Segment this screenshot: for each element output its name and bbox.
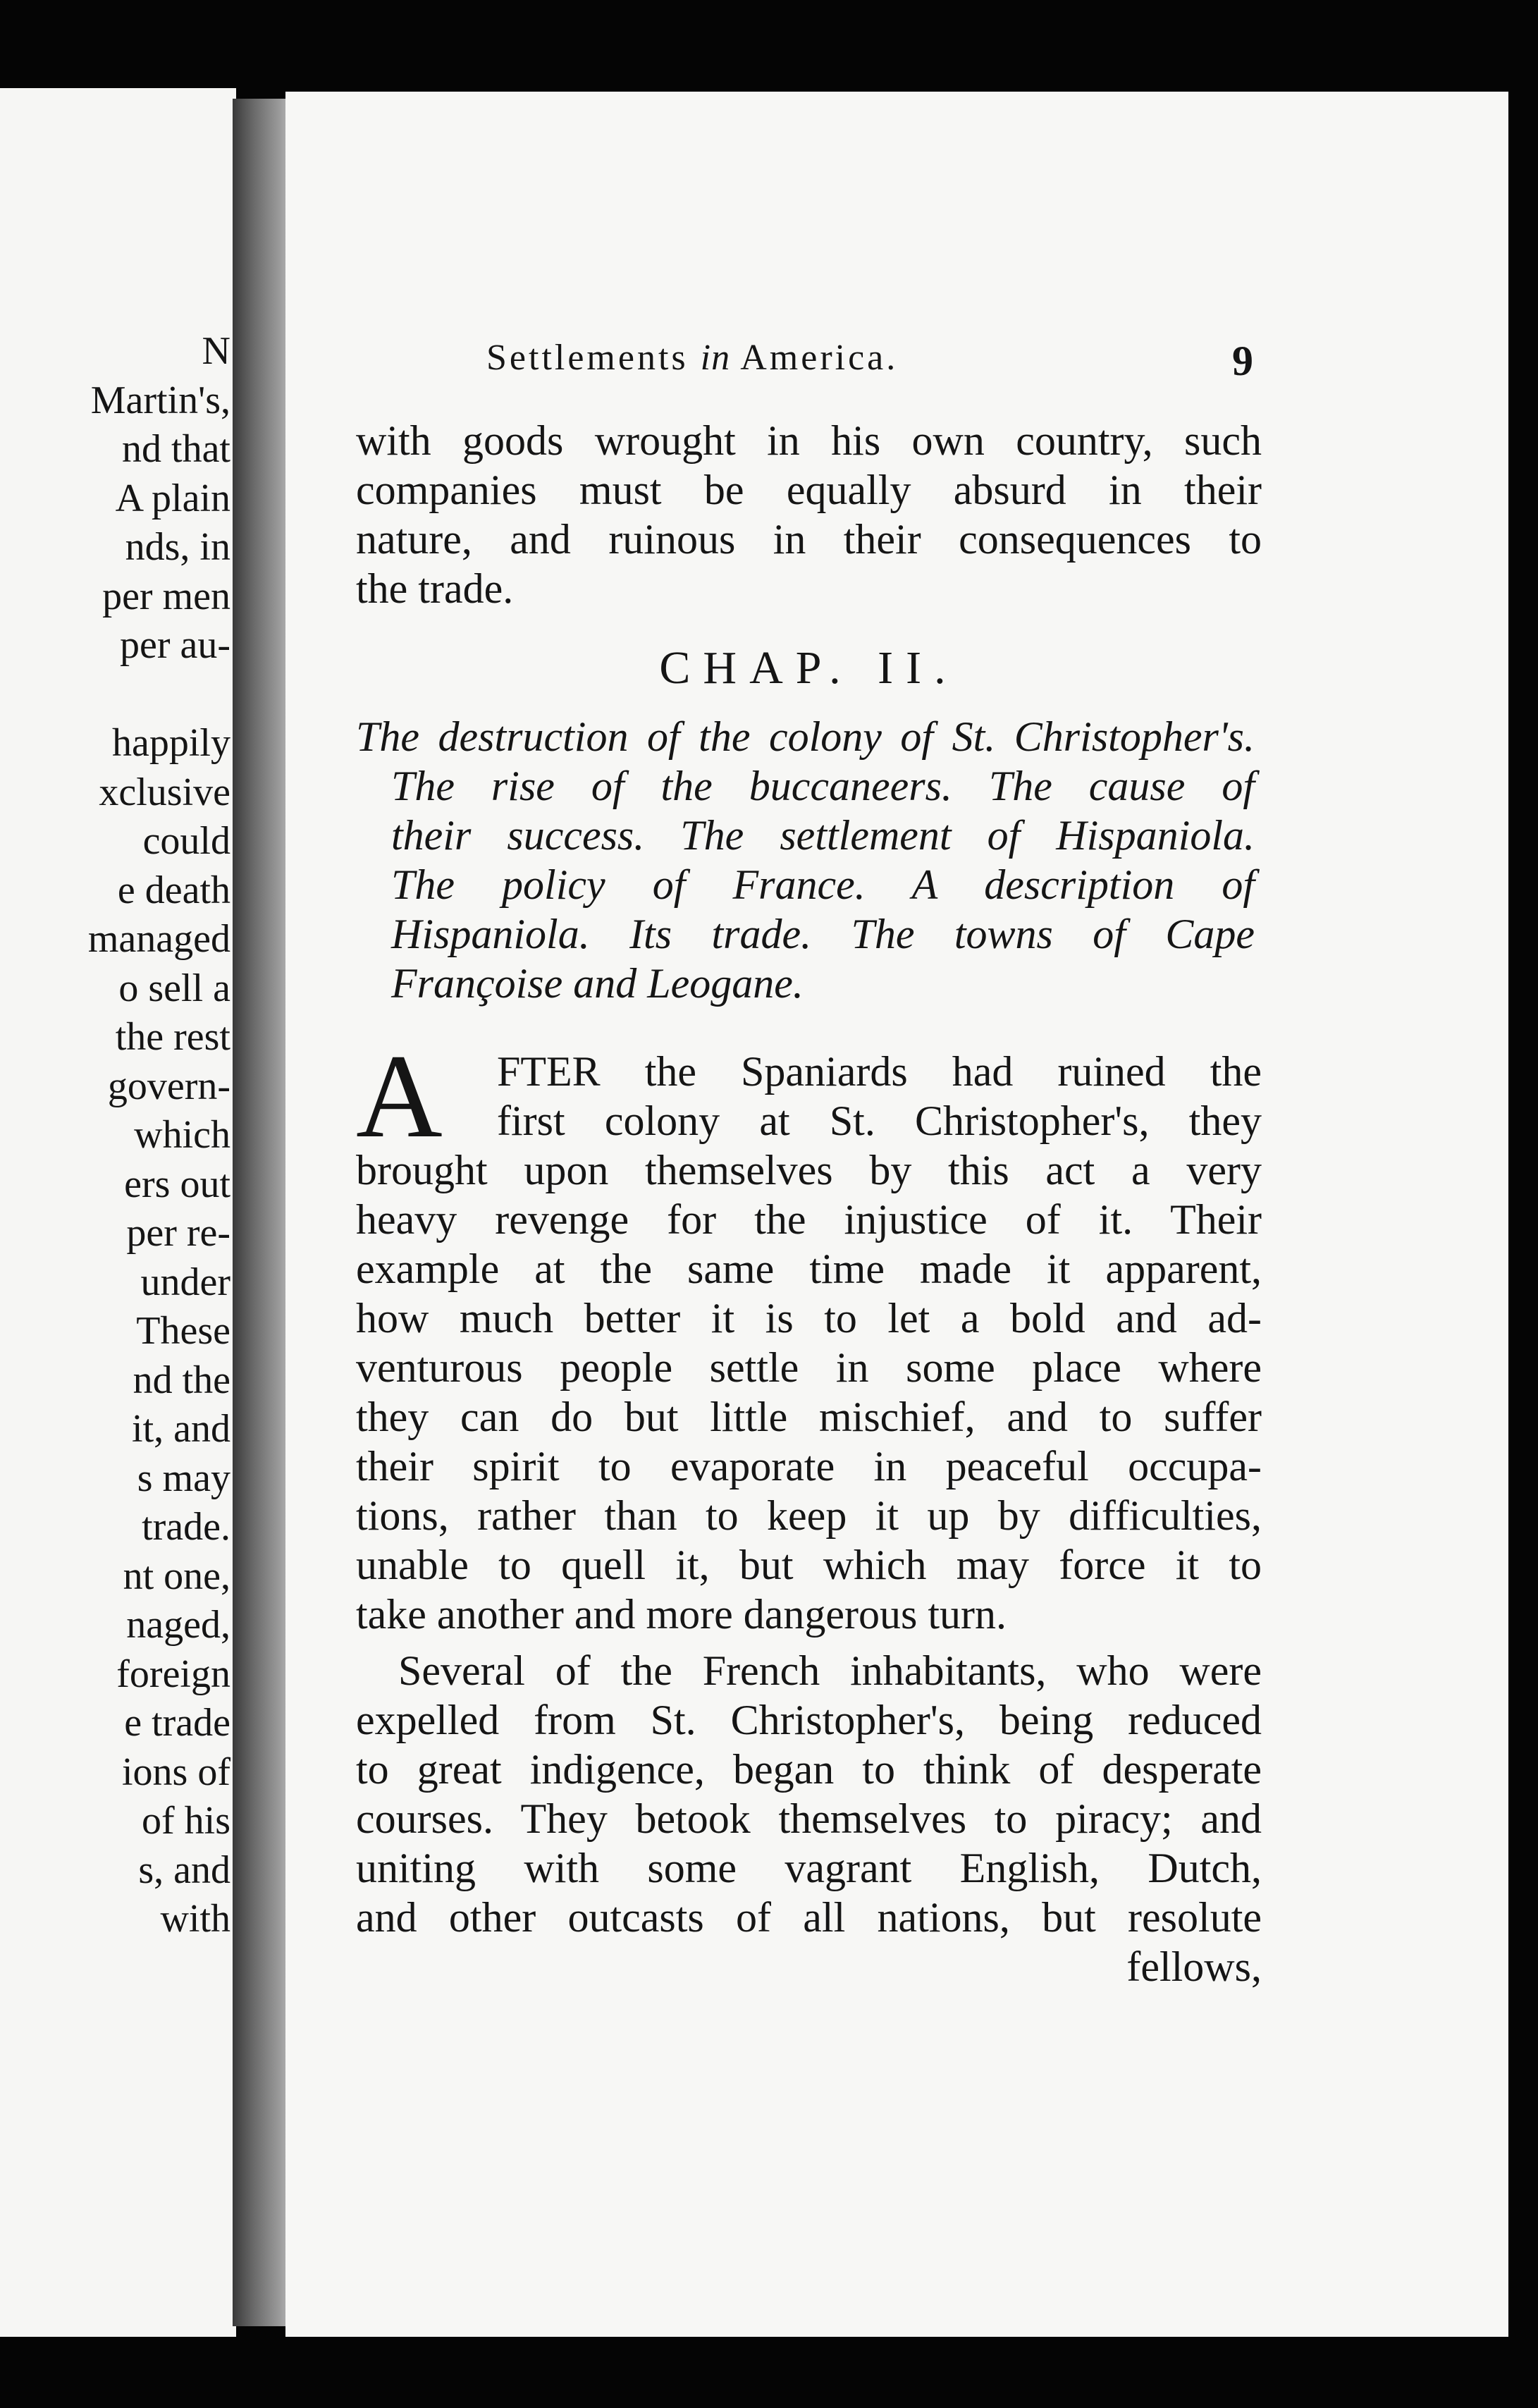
previous-page-fragment — [0, 88, 236, 2337]
left-page-line: which — [134, 1113, 230, 1157]
summary-line: The policy of France. A description of — [391, 861, 1255, 908]
summary-line: The destruction of the colony of St. Christopher's. — [356, 713, 1255, 760]
drop-cap: A — [356, 1030, 443, 1162]
chapter-summary — [356, 712, 1255, 1008]
chapter-title: CHAP. II. — [659, 642, 959, 694]
left-page-line: it, and — [132, 1407, 230, 1451]
text-line: the trade. — [356, 565, 514, 612]
summary-line: The rise of the buccaneers. The cause of — [391, 763, 1255, 809]
text-line: and other outcasts of all nations, but resolute — [356, 1894, 1262, 1941]
left-page-line: foreign — [116, 1652, 230, 1696]
running-head-in: in — [700, 338, 731, 378]
left-page-line: of his — [142, 1799, 230, 1843]
running-head-america: America. — [740, 338, 899, 378]
page-number: 9 — [1232, 338, 1253, 384]
text-line: their spirit to evaporate in peaceful occupa- — [356, 1443, 1262, 1489]
text-line: first colony at St. Christopher's, they — [497, 1098, 1262, 1144]
left-page-line: naged, — [126, 1603, 230, 1647]
left-page-line: s, and — [138, 1848, 230, 1892]
paragraph-1 — [356, 1047, 1262, 1639]
catchword: fellows, — [1126, 1943, 1262, 1990]
text-line: how much better it is to let a bold and ad- — [356, 1295, 1262, 1341]
text-line: companies must be equally absurd in their — [356, 467, 1262, 513]
summary-line: Françoise and Leogane. — [391, 960, 804, 1007]
text-line: venturous people settle in some place where — [356, 1344, 1262, 1391]
running-head — [486, 337, 1304, 386]
left-page-line: happily — [112, 721, 230, 765]
summary-line: Hispaniola. Its trade. The towns of Cape — [391, 911, 1255, 957]
left-page-line: per re- — [126, 1211, 230, 1255]
opening-paragraph — [356, 416, 1262, 613]
text-line: with goods wrought in his own country, such — [356, 417, 1262, 464]
left-page-line: trade. — [142, 1505, 230, 1549]
text-line: brought upon themselves by this act a very — [356, 1147, 1262, 1193]
left-page-line: govern- — [107, 1064, 230, 1108]
text-line: to great indigence, began to think of desperate — [356, 1746, 1262, 1793]
left-page-line: xclusive — [99, 770, 230, 814]
text-line: take another and more dangerous turn. — [356, 1591, 1007, 1638]
text-line: heavy revenge for the injustice of it. Their — [356, 1196, 1262, 1243]
text-line: nature, and ruinous in their consequences to — [356, 516, 1262, 563]
text-line: example at the same time made it apparent, — [356, 1246, 1262, 1292]
left-page-line: nd the — [133, 1358, 230, 1402]
text-line: uniting with some vagrant English, Dutch, — [356, 1845, 1262, 1891]
left-page-line: N — [202, 329, 230, 373]
left-page-line: nds, in — [125, 525, 230, 569]
text-line: courses. They betook themselves to piracy; and — [356, 1795, 1262, 1842]
left-page-line: per au- — [119, 623, 230, 667]
left-page-line: ions of — [122, 1750, 230, 1794]
summary-line: their success. The settlement of Hispaniola. — [391, 812, 1255, 859]
left-page-line: A plain — [115, 476, 230, 520]
text-line: expelled from St. Christopher's, being reduced — [356, 1697, 1262, 1743]
left-page-line: under — [140, 1260, 230, 1304]
left-page-line: Martin's, — [90, 378, 230, 422]
left-page-line: managed — [87, 917, 230, 961]
left-page-line: e death — [117, 868, 230, 912]
left-page-line: with — [160, 1897, 230, 1941]
left-page-line: ers out — [124, 1162, 230, 1206]
text-line: they can do but little mischief, and to suffer — [356, 1394, 1262, 1440]
left-page-line: nd that — [122, 427, 230, 471]
text-line: tions, rather than to keep it up by difficulties, — [356, 1492, 1262, 1539]
text-line: FTER the Spaniards had ruined the — [497, 1048, 1262, 1095]
left-page-line: e trade — [124, 1701, 230, 1745]
text-line: Several of the French inhabitants, who were — [398, 1647, 1262, 1694]
left-page-line: the rest — [115, 1015, 230, 1059]
left-page-line: s may — [137, 1456, 230, 1500]
running-head-settlements: Settlements — [486, 338, 689, 378]
left-page-line: These — [136, 1309, 230, 1353]
left-page-line: could — [142, 819, 230, 863]
left-page-line: nt one, — [123, 1554, 230, 1598]
left-page-line: per men — [102, 574, 230, 618]
left-page-line: o sell a — [118, 966, 230, 1010]
text-line: unable to quell it, but which may force it to — [356, 1542, 1262, 1588]
paragraph-2 — [356, 1646, 1262, 1991]
